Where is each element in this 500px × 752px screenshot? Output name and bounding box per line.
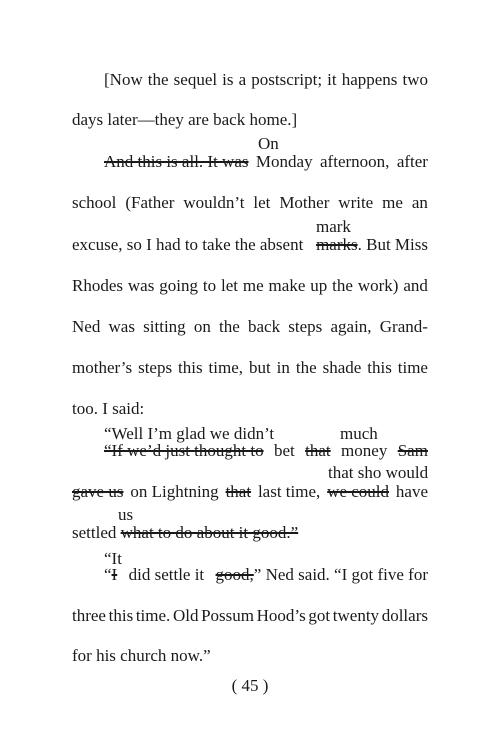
word: Rhodes [72,276,123,295]
text-line-5 [72,235,428,255]
deleted-text: what to do about it good.” [120,523,299,542]
text-line-15 [72,646,211,666]
word: was [108,317,135,336]
insertion-that-sho-would: that sho would [328,463,429,482]
word: Grand- [379,317,428,336]
text-line-4 [72,193,428,213]
text-line-7 [72,317,428,337]
deleted-text: good, [215,565,254,584]
word: wouldn’t [183,193,245,212]
word: Mother [279,193,330,212]
word: this [108,606,134,625]
word: afternoon, [320,152,390,171]
word: up [310,276,328,295]
word: in [276,358,290,377]
open-quote: “ [104,565,112,584]
word: sitting [143,317,186,336]
insertion-on: On [258,134,279,153]
word: shade [322,358,362,377]
text-line-2 [72,110,297,130]
line-1-text: [Now the sequel is a postscript; it happens two [104,70,428,89]
line-5-text-b: . But Miss [357,235,428,254]
word: Ned [72,317,101,336]
text-line-8 [72,358,428,378]
word: write [338,193,374,212]
word: the [295,358,317,377]
deleted-text: marks [316,235,358,254]
word: the [219,317,240,336]
word: mother’s [72,358,133,377]
insertion-mark: mark [316,217,351,236]
word: last time, [257,482,321,501]
word: the [332,276,353,295]
word: bet [273,441,295,460]
word: let [220,276,238,295]
word: back [248,317,281,336]
word: school [72,193,117,212]
word: this [178,358,203,377]
deleted-text: gave us [72,482,124,501]
word: three [72,606,106,625]
deleted-text: that [225,482,252,501]
word: Monday [255,152,313,171]
word: time [397,358,428,377]
word: did settle it [128,565,205,584]
word: (Father [125,193,175,212]
word: me [242,276,264,295]
word: to [202,276,217,295]
word: time, [208,358,244,377]
word: on Lightning [130,482,219,501]
word: on [193,317,211,336]
text-line-9 [72,399,144,419]
word: let [253,193,271,212]
deleted-text: we could [327,482,390,501]
line-2-text: days later—they are back home.] [72,110,298,129]
word: Hood’s [256,606,306,625]
word: settled [72,523,117,542]
text-line-1 [104,70,428,90]
insertion-it: “It [104,549,122,568]
page-number: ( 45 ) [231,676,269,695]
word: but [248,358,271,377]
line-9-text: too. I said: [72,399,145,418]
text-line-10 [104,441,428,461]
word: have [395,482,428,501]
text-line-14 [72,606,428,626]
insertion-much: much [340,424,378,443]
word: going [159,276,198,295]
word: make [268,276,306,295]
word: was [127,276,155,295]
insertion-glad: “Well I’m glad we didn’t [104,424,275,443]
text-line-12 [72,523,298,543]
deleted-text: I [111,565,118,584]
word: again, [330,317,372,336]
line-5-text-a: excuse, so I had to take the absent [72,235,304,254]
text-line-13 [104,565,428,585]
word: ” Ned said. “I got five for [253,565,428,584]
line-15-text: for his church now.” [72,646,211,665]
deleted-text: “If we’d just thought to [104,441,264,460]
text-line-11 [72,482,428,502]
text-line-6 [72,276,428,296]
deleted-text: And this is all. It was [104,152,249,171]
word: Possum [201,606,254,625]
insertion-us: us [118,505,134,524]
word: steps [288,317,323,336]
word: and [403,276,428,295]
word: an [411,193,428,212]
word: got [308,606,331,625]
deleted-text: Sam [397,441,428,460]
word: me [382,193,403,212]
deleted-text: that [305,441,331,460]
word: time. [135,606,171,625]
word: work) [357,276,399,295]
word: Old [172,606,199,625]
word: this [367,358,392,377]
word: money [341,441,388,460]
word: twenty [332,606,380,625]
text-line-3 [104,152,428,172]
word: after [396,152,428,171]
word: dollars [381,606,428,625]
word: steps [138,358,173,377]
